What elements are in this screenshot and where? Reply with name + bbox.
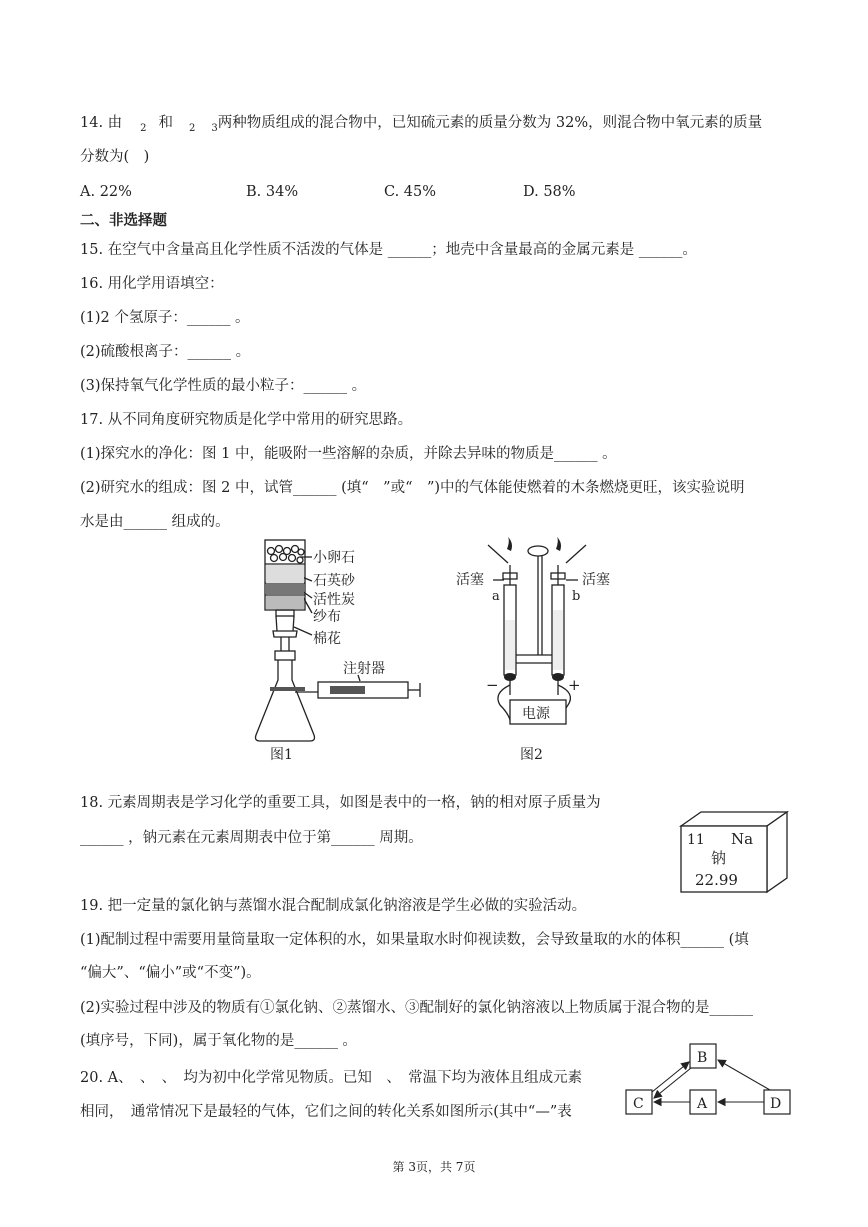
q16-stem: 16. 用化学用语填空：: [80, 276, 224, 292]
figure-2-electrolysis-apparatus: [448, 535, 638, 765]
q14-prefix: 14. 由: [80, 115, 123, 131]
node-d: D: [770, 1096, 782, 1112]
sodium-atomic-mass: 22.99: [695, 871, 738, 889]
section-heading: 二、非选择题: [80, 213, 167, 229]
q20-line2: 相同， 通常情况下是最轻的气体，它们之间的转化关系如图所示(其中“—”表: [80, 1104, 572, 1120]
q14-option-d: D. 58%: [523, 184, 576, 200]
q19-part1b: “偏大”、“偏小”或“不变”)。: [80, 965, 261, 981]
q14-option-c: C. 45%: [384, 184, 437, 200]
q19-part2b: (填序号，下同)，属于氧化物的是______ 。: [80, 1033, 357, 1049]
fig2-tube-a-label: a: [492, 589, 500, 604]
sodium-element-cell: [675, 808, 793, 898]
q14-option-a: A. 22%: [80, 184, 132, 200]
q20-line1: 20. A、 、 、 均为初中化学常见物质。已知 、 常温下均为液体且组成元素: [80, 1070, 583, 1086]
q18-line1: 18. 元素周期表是学习化学的重要工具，如图是表中的一格，钠的相对原子质量为: [80, 795, 601, 811]
fig1-label: 小卵石: [313, 550, 355, 566]
fig2-power-label: 电源: [522, 706, 550, 722]
q19-stem: 19. 把一定量的氯化钠与蒸馏水混合配制成氯化钠溶液是学生必做的实验活动。: [80, 898, 587, 914]
fig1-label: 活性炭: [313, 592, 355, 608]
q17-part2: (2)研究水的组成：图 2 中，试管______ (填“ ”或“ ”)中的气体能使燃着的木条燃烧更旺，该实验说明: [80, 480, 745, 496]
sodium-name: 钠: [711, 849, 727, 867]
node-a: A: [697, 1096, 708, 1112]
fig2-caption: 图2: [520, 747, 543, 763]
q14-and: 和: [158, 115, 174, 131]
q19-part1: (1)配制过程中需要用量筒量取一定体积的水，如果量取水时仰视读数，会导致量取的水的体积______ (填: [80, 932, 749, 948]
q16-part3: (3)保持氧气化学性质的最小粒子：______ 。: [80, 378, 367, 394]
page-footer: 第 3页，共 7页: [392, 1160, 476, 1174]
q17-part2b: 水是由______ 组成的。: [80, 514, 230, 530]
fig1-label: 注射器: [343, 661, 385, 677]
fig2-left-valve-label: 活塞: [456, 572, 484, 588]
q17-stem: 17. 从不同角度研究物质是化学中常用的研究思路。: [80, 412, 413, 428]
figure-1-water-purifier: [240, 535, 430, 765]
fig1-caption: 图1: [270, 747, 293, 763]
fig1-label: 石英砂: [313, 573, 355, 589]
q19-part2: (2)实验过程中涉及的物质有①氯化钠、②蒸馏水、③配制好的氯化钠溶液以上物质属于混合物的是______: [80, 1000, 754, 1016]
q14-rest: 两种物质组成的混合物中，已知硫元素的质量分数为 32%，则混合物中氧元素的质量: [217, 115, 763, 131]
fig1-label: 棉花: [313, 631, 341, 647]
q14-subscript: 3: [211, 123, 218, 134]
q16-part2: (2)硫酸根离子：______ 。: [80, 344, 251, 360]
q15: 15. 在空气中含量高且化学性质不活泼的气体是 ______；地壳中含量最高的金属元素是 ______。: [80, 242, 697, 258]
fig2-right-valve-label: 活塞: [582, 572, 610, 588]
q14-line1: [80, 113, 762, 135]
node-b: B: [697, 1050, 708, 1066]
sodium-atomic-number: 11: [687, 832, 705, 848]
q17-part1: (1)探究水的净化：图 1 中，能吸附一些溶解的杂质，并除去异味的物质是______ 。: [80, 446, 617, 462]
node-c: C: [633, 1096, 644, 1112]
q14-line2: 分数为( ): [80, 149, 150, 165]
q14-subscript: 2: [189, 123, 196, 134]
fig2-plus-label: +: [568, 676, 581, 694]
q18-line2: ______ ，钠元素在元素周期表中位于第______ 周期。: [80, 830, 423, 846]
q14-option-b: B. 34%: [246, 184, 299, 200]
q20-relation-diagram: [620, 1040, 800, 1120]
fig2-tube-b-label: b: [572, 589, 581, 604]
q16-part1: (1)2 个氢原子：______ 。: [80, 310, 250, 326]
q14-subscript: 2: [140, 123, 147, 134]
fig2-minus-label: −: [486, 676, 499, 694]
fig1-label: 纱布: [313, 609, 341, 625]
sodium-symbol: Na: [731, 830, 754, 848]
